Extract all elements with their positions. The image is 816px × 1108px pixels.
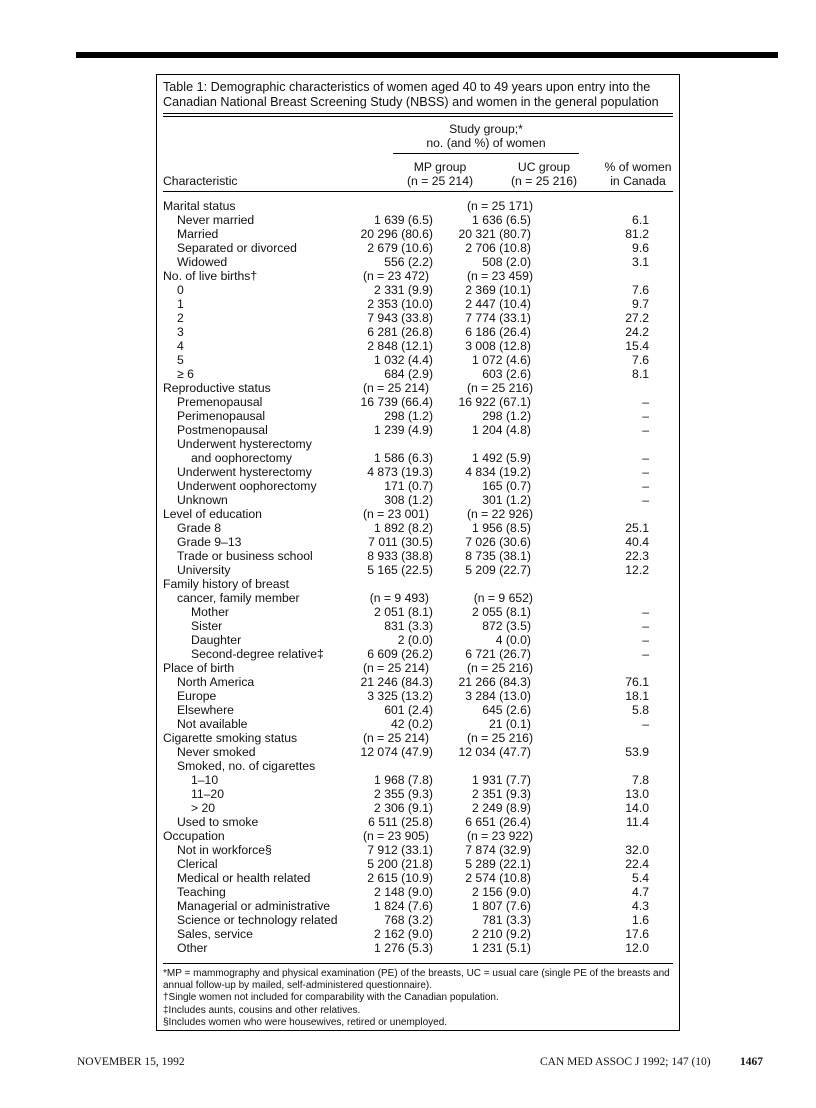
mp-value: 7 943 (33.8) bbox=[367, 311, 433, 325]
canada-value: 14.0 bbox=[625, 801, 649, 815]
col-canada-line1: % of women bbox=[604, 160, 672, 174]
row-label: Daughter bbox=[191, 633, 242, 647]
mp-value: (n = 25 214) bbox=[362, 381, 429, 395]
table-row bbox=[157, 591, 681, 605]
uc-value: 2 156 (9.0) bbox=[472, 885, 531, 899]
mp-value: 2 051 (8.1) bbox=[374, 605, 433, 619]
canada-value: 15.4 bbox=[625, 339, 649, 353]
mp-value: (n = 9 493) bbox=[369, 591, 429, 605]
mp-value: 2 306 (9.1) bbox=[374, 801, 433, 815]
uc-value: 12 034 (47.7) bbox=[458, 745, 531, 759]
row-label: Sales, service bbox=[177, 927, 253, 941]
row-label: No. of live births† bbox=[163, 269, 258, 283]
study-group-line2: no. (and %) of women bbox=[426, 136, 546, 150]
canada-value: – bbox=[642, 647, 649, 661]
canada-value: – bbox=[642, 619, 649, 633]
study-group-rule bbox=[393, 153, 579, 154]
canada-value: 53.9 bbox=[625, 745, 649, 759]
table-row bbox=[157, 941, 681, 955]
uc-value: 2 369 (10.1) bbox=[465, 283, 531, 297]
mp-value: 684 (2.9) bbox=[384, 367, 433, 381]
canada-value: 7.6 bbox=[632, 353, 649, 367]
table-row bbox=[157, 549, 681, 563]
table-row bbox=[157, 661, 681, 675]
row-label: cancer, family member bbox=[177, 591, 300, 605]
canada-value: – bbox=[642, 717, 649, 731]
uc-value: 21 (0.1) bbox=[488, 717, 531, 731]
uc-value: 4 834 (19.2) bbox=[465, 465, 531, 479]
mp-value: (n = 23 905) bbox=[362, 829, 429, 843]
canada-value: – bbox=[642, 423, 649, 437]
uc-value: 2 210 (9.2) bbox=[472, 927, 531, 941]
row-label: Cigarette smoking status bbox=[163, 731, 298, 745]
table-row bbox=[157, 507, 681, 521]
row-label: Separated or divorced bbox=[177, 241, 297, 255]
uc-value: 6 186 (26.4) bbox=[465, 325, 531, 339]
mp-value: 5 200 (21.8) bbox=[367, 857, 433, 871]
table-title: Table 1: Demographic characteristics of women aged 40 to 49 years upon entry into the Canadian National Breast Screening Study (NBSS) and women in the general population bbox=[163, 80, 659, 109]
mp-value: 21 246 (84.3) bbox=[360, 675, 433, 689]
uc-value: 781 (3.3) bbox=[482, 913, 531, 927]
row-label: 1 bbox=[177, 297, 184, 311]
row-label: Mother bbox=[191, 605, 229, 619]
row-label: Science or technology related bbox=[177, 913, 338, 927]
uc-value: 1 204 (4.8) bbox=[472, 423, 531, 437]
uc-value: 4 (0.0) bbox=[495, 633, 531, 647]
table-row bbox=[157, 479, 681, 493]
row-label: North America bbox=[177, 675, 255, 689]
uc-value: 16 922 (67.1) bbox=[458, 395, 531, 409]
canada-value: 13.0 bbox=[625, 787, 649, 801]
table-row bbox=[157, 745, 681, 759]
mp-value: 6 511 (25.8) bbox=[368, 815, 433, 829]
col-mp-line1: MP group bbox=[413, 160, 467, 174]
uc-value: 1 807 (7.6) bbox=[472, 899, 531, 913]
mp-value: 2 615 (10.9) bbox=[367, 871, 433, 885]
mp-value: 556 (2.2) bbox=[384, 255, 433, 269]
uc-value: 3 284 (13.0) bbox=[465, 689, 531, 703]
mp-value: 2 848 (12.1) bbox=[367, 339, 433, 353]
table-row bbox=[157, 885, 681, 899]
table-row bbox=[157, 689, 681, 703]
canada-value: 17.6 bbox=[625, 927, 649, 941]
row-label: 0 bbox=[177, 283, 184, 297]
canada-value: 7.8 bbox=[632, 773, 649, 787]
uc-value: (n = 23 922) bbox=[466, 829, 533, 843]
row-label: Postmenopausal bbox=[177, 423, 268, 437]
table-row bbox=[157, 521, 681, 535]
footnote: †Single women not included for comparability with the Canadian population. bbox=[163, 992, 499, 1004]
mp-value: 1 276 (5.3) bbox=[374, 941, 433, 955]
canada-value: – bbox=[642, 409, 649, 423]
mp-value: 6 281 (26.8) bbox=[367, 325, 433, 339]
row-label: Underwent hysterectomy bbox=[177, 465, 312, 479]
row-label: Place of birth bbox=[163, 661, 235, 675]
uc-value: 508 (2.0) bbox=[482, 255, 531, 269]
table-row bbox=[157, 801, 681, 815]
header-rule bbox=[163, 191, 673, 192]
mp-value: 1 032 (4.4) bbox=[374, 353, 433, 367]
uc-value: 7 874 (32.9) bbox=[465, 843, 531, 857]
uc-value: 603 (2.6) bbox=[482, 367, 531, 381]
mp-value: 1 892 (8.2) bbox=[374, 521, 433, 535]
row-label: Never married bbox=[177, 213, 255, 227]
row-label: Never smoked bbox=[177, 745, 256, 759]
canada-value: 7.6 bbox=[632, 283, 649, 297]
canada-value: 27.2 bbox=[625, 311, 649, 325]
mp-value: (n = 23 001) bbox=[362, 507, 429, 521]
table-row bbox=[157, 717, 681, 731]
footer-journal: CAN MED ASSOC J 1992; 147 (10) bbox=[540, 1056, 711, 1068]
mp-value: 308 (1.2) bbox=[384, 493, 433, 507]
canada-value: 5.4 bbox=[632, 871, 649, 885]
table-row bbox=[157, 871, 681, 885]
row-label: Used to smoke bbox=[177, 815, 259, 829]
title-rule-double bbox=[163, 116, 673, 117]
uc-value: 2 249 (8.9) bbox=[472, 801, 531, 815]
uc-value: 165 (0.7) bbox=[482, 479, 531, 493]
row-label: 4 bbox=[177, 339, 184, 353]
footer-date: NOVEMBER 15, 1992 bbox=[77, 1056, 185, 1068]
row-label: Underwent oophorectomy bbox=[177, 479, 317, 493]
table-row bbox=[157, 339, 681, 353]
canada-value: 11.4 bbox=[626, 815, 649, 829]
uc-value: 2 706 (10.8) bbox=[465, 241, 531, 255]
uc-value: (n = 22 926) bbox=[466, 507, 533, 521]
study-group-line1: Study group;* bbox=[449, 122, 523, 136]
row-label: Unknown bbox=[177, 493, 228, 507]
mp-value: 3 325 (13.2) bbox=[367, 689, 433, 703]
uc-value: (n = 9 652) bbox=[473, 591, 533, 605]
table-row bbox=[157, 815, 681, 829]
canada-value: – bbox=[642, 605, 649, 619]
table-row bbox=[157, 311, 681, 325]
table-row bbox=[157, 843, 681, 857]
table-row bbox=[157, 857, 681, 871]
canada-value: 5.8 bbox=[632, 703, 649, 717]
table-row bbox=[157, 633, 681, 647]
uc-value: 5 289 (22.1) bbox=[465, 857, 531, 871]
table-row bbox=[157, 353, 681, 367]
canada-value: – bbox=[642, 633, 649, 647]
mp-value: 1 239 (4.9) bbox=[374, 423, 433, 437]
row-label: Occupation bbox=[163, 829, 225, 843]
table-row bbox=[157, 535, 681, 549]
uc-value: 2 351 (9.3) bbox=[472, 787, 531, 801]
mp-value: 2 (0.0) bbox=[397, 633, 433, 647]
table-row bbox=[157, 731, 681, 745]
footnote-rule bbox=[163, 963, 673, 964]
row-label: Married bbox=[177, 227, 219, 241]
mp-value: 831 (3.3) bbox=[384, 619, 433, 633]
row-label: 1–10 bbox=[191, 773, 219, 787]
uc-value: 1 956 (8.5) bbox=[472, 521, 531, 535]
table-row bbox=[157, 493, 681, 507]
row-label: Perimenopausal bbox=[177, 409, 266, 423]
uc-value: 872 (3.5) bbox=[482, 619, 531, 633]
uc-value: 2 447 (10.4) bbox=[465, 297, 531, 311]
mp-value: 7 011 (30.5) bbox=[368, 535, 433, 549]
canada-value: 18.1 bbox=[625, 689, 649, 703]
col-characteristic: Characteristic bbox=[163, 174, 238, 188]
table-row bbox=[157, 423, 681, 437]
uc-value: (n = 23 459) bbox=[466, 269, 533, 283]
canada-value: – bbox=[642, 479, 649, 493]
table-row bbox=[157, 437, 681, 451]
mp-value: 171 (0.7) bbox=[384, 479, 433, 493]
row-label: Reproductive status bbox=[163, 381, 271, 395]
canada-value: 22.3 bbox=[625, 549, 649, 563]
mp-value: 768 (3.2) bbox=[384, 913, 433, 927]
footnotes bbox=[163, 968, 679, 1029]
row-label: Elsewhere bbox=[177, 703, 234, 717]
mp-value: 7 912 (33.1) bbox=[367, 843, 433, 857]
uc-value: 5 209 (22.7) bbox=[465, 563, 531, 577]
mp-value: 298 (1.2) bbox=[384, 409, 433, 423]
table-row bbox=[157, 381, 681, 395]
row-label: ≥ 6 bbox=[177, 367, 194, 381]
uc-value: 2 055 (8.1) bbox=[472, 605, 531, 619]
table-row bbox=[157, 451, 681, 465]
footnote: §Includes women who were housewives, retired or unemployed. bbox=[163, 1016, 448, 1028]
mp-value: (n = 25 214) bbox=[362, 661, 429, 675]
row-label: Second-degree relative‡ bbox=[191, 647, 324, 661]
col-canada bbox=[595, 160, 681, 188]
mp-value: 2 162 (9.0) bbox=[374, 927, 433, 941]
mp-value: 2 353 (10.0) bbox=[367, 297, 433, 311]
table-body bbox=[157, 199, 681, 955]
col-uc-group bbox=[497, 160, 591, 188]
mp-value: 1 968 (7.8) bbox=[374, 773, 433, 787]
mp-value: 2 679 (10.6) bbox=[367, 241, 433, 255]
mp-value: 8 933 (38.8) bbox=[367, 549, 433, 563]
canada-value: 3.1 bbox=[632, 255, 649, 269]
canada-value: 4.3 bbox=[632, 899, 649, 913]
uc-value: (n = 25 216) bbox=[466, 661, 533, 675]
canada-value: 40.4 bbox=[625, 535, 649, 549]
col-canada-line2: in Canada bbox=[610, 174, 666, 188]
uc-value: 2 574 (10.8) bbox=[465, 871, 531, 885]
table-row bbox=[157, 619, 681, 633]
mp-value: (n = 25 214) bbox=[362, 731, 429, 745]
mp-value: 2 355 (9.3) bbox=[374, 787, 433, 801]
table-row bbox=[157, 213, 681, 227]
row-label: Teaching bbox=[177, 885, 226, 899]
uc-value: 645 (2.6) bbox=[482, 703, 531, 717]
footnote: *MP = mammography and physical examination (PE) of the breasts, UC = usual care (single PE of the breasts and annual follow-up by mailed, self-administered questionnaire). bbox=[163, 968, 670, 992]
mp-value: 12 074 (47.9) bbox=[360, 745, 433, 759]
canada-value: 12.0 bbox=[625, 941, 649, 955]
table-row bbox=[157, 283, 681, 297]
uc-value: (n = 25 216) bbox=[466, 381, 533, 395]
footnote: ‡Includes aunts, cousins and other relatives. bbox=[163, 1004, 361, 1016]
canada-value: – bbox=[642, 465, 649, 479]
canada-value: 22.4 bbox=[625, 857, 649, 871]
table-row bbox=[157, 255, 681, 269]
mp-value: 1 639 (6.5) bbox=[374, 213, 433, 227]
table-row bbox=[157, 395, 681, 409]
canada-value: – bbox=[642, 451, 649, 465]
table-row bbox=[157, 787, 681, 801]
table-row bbox=[157, 409, 681, 423]
uc-value: 1 072 (4.6) bbox=[472, 353, 531, 367]
row-label: 11–20 bbox=[191, 787, 224, 801]
demographics-table bbox=[156, 74, 680, 1031]
table-row bbox=[157, 759, 681, 773]
uc-value: 298 (1.2) bbox=[482, 409, 531, 423]
uc-value: (n = 25 171) bbox=[466, 199, 533, 213]
row-label: Premenopausal bbox=[177, 395, 263, 409]
uc-value: 20 321 (80.7) bbox=[458, 227, 531, 241]
row-label: Underwent hysterectomy bbox=[177, 437, 312, 451]
col-mp-line2: (n = 25 214) bbox=[406, 174, 474, 188]
table-row bbox=[157, 675, 681, 689]
canada-value: 81.2 bbox=[625, 227, 649, 241]
top-rule bbox=[76, 52, 778, 58]
canada-value: 8.1 bbox=[632, 367, 649, 381]
table-row bbox=[157, 829, 681, 843]
table-row bbox=[157, 227, 681, 241]
row-label: Clerical bbox=[177, 857, 218, 871]
mp-value: 20 296 (80.6) bbox=[360, 227, 433, 241]
table-row bbox=[157, 605, 681, 619]
title-rule bbox=[163, 113, 673, 114]
mp-value: (n = 23 472) bbox=[362, 269, 429, 283]
row-label: and oophorectomy bbox=[191, 451, 292, 465]
mp-value: 601 (2.4) bbox=[384, 703, 433, 717]
row-label: Medical or health related bbox=[177, 871, 311, 885]
table-row bbox=[157, 563, 681, 577]
canada-value: 32.0 bbox=[625, 843, 649, 857]
uc-value: 7 026 (30.6) bbox=[465, 535, 531, 549]
uc-value: 6 721 (26.7) bbox=[465, 647, 531, 661]
mp-value: 1 824 (7.6) bbox=[374, 899, 433, 913]
study-group-header bbox=[393, 122, 579, 150]
mp-value: 5 165 (22.5) bbox=[367, 563, 433, 577]
row-label: Widowed bbox=[177, 255, 228, 269]
canada-value: 1.6 bbox=[632, 913, 649, 927]
row-label: 2 bbox=[177, 311, 184, 325]
mp-value: 42 (0.2) bbox=[390, 717, 433, 731]
canada-value: – bbox=[642, 395, 649, 409]
table-row bbox=[157, 241, 681, 255]
canada-value: 76.1 bbox=[625, 675, 649, 689]
table-row bbox=[157, 913, 681, 927]
uc-value: 1 231 (5.1) bbox=[472, 941, 531, 955]
table-row bbox=[157, 577, 681, 591]
row-label: Marital status bbox=[163, 199, 236, 213]
table-row bbox=[157, 297, 681, 311]
canada-value: 12.2 bbox=[625, 563, 649, 577]
col-uc-line2: (n = 25 216) bbox=[510, 174, 578, 188]
row-label: Smoked, no. of cigarettes bbox=[177, 759, 316, 773]
row-label: 3 bbox=[177, 325, 184, 339]
col-uc-line1: UC group bbox=[517, 160, 571, 174]
table-row bbox=[157, 465, 681, 479]
table-row bbox=[157, 703, 681, 717]
mp-value: 1 586 (6.3) bbox=[374, 451, 433, 465]
table-row bbox=[157, 773, 681, 787]
canada-value: 4.7 bbox=[632, 885, 649, 899]
table-row bbox=[157, 199, 681, 213]
row-label: Managerial or administrative bbox=[177, 899, 331, 913]
uc-value: 3 008 (12.8) bbox=[465, 339, 531, 353]
row-label: Grade 9–13 bbox=[177, 535, 242, 549]
row-label: > 20 bbox=[191, 801, 216, 815]
canada-value: 9.6 bbox=[632, 241, 649, 255]
row-label: Level of education bbox=[163, 507, 262, 521]
col-mp-group bbox=[393, 160, 487, 188]
row-label: 5 bbox=[177, 353, 184, 367]
canada-value: 24.2 bbox=[625, 325, 649, 339]
row-label: University bbox=[177, 563, 231, 577]
uc-value: 1 492 (5.9) bbox=[472, 451, 531, 465]
table-row bbox=[157, 927, 681, 941]
canada-value: 9.7 bbox=[632, 297, 649, 311]
table-row bbox=[157, 647, 681, 661]
uc-value: 7 774 (33.1) bbox=[465, 311, 531, 325]
row-label: Not in workforce§ bbox=[177, 843, 272, 857]
footer-page-number: 1467 bbox=[740, 1056, 763, 1068]
row-label: Grade 8 bbox=[177, 521, 222, 535]
mp-value: 2 148 (9.0) bbox=[374, 885, 433, 899]
canada-value: 25.1 bbox=[625, 521, 649, 535]
uc-value: 6 651 (26.4) bbox=[465, 815, 531, 829]
mp-value: 2 331 (9.9) bbox=[374, 283, 433, 297]
row-label: Sister bbox=[191, 619, 223, 633]
row-label: Not available bbox=[177, 717, 248, 731]
mp-value: 6 609 (26.2) bbox=[367, 647, 433, 661]
table-row bbox=[157, 899, 681, 913]
canada-value: 6.1 bbox=[632, 213, 649, 227]
uc-value: 1 931 (7.7) bbox=[472, 773, 531, 787]
table-row bbox=[157, 325, 681, 339]
mp-value: 16 739 (66.4) bbox=[360, 395, 433, 409]
uc-value: 1 636 (6.5) bbox=[472, 213, 531, 227]
uc-value: 301 (1.2) bbox=[482, 493, 531, 507]
uc-value: 8 735 (38.1) bbox=[465, 549, 531, 563]
row-label: Trade or business school bbox=[177, 549, 313, 563]
table-row bbox=[157, 367, 681, 381]
uc-value: (n = 25 216) bbox=[466, 731, 533, 745]
table-row bbox=[157, 269, 681, 283]
uc-value: 21 266 (84.3) bbox=[458, 675, 531, 689]
row-label: Family history of breast bbox=[163, 577, 289, 591]
row-label: Other bbox=[177, 941, 208, 955]
mp-value: 4 873 (19.3) bbox=[367, 465, 433, 479]
canada-value: – bbox=[642, 493, 649, 507]
row-label: Europe bbox=[177, 689, 217, 703]
